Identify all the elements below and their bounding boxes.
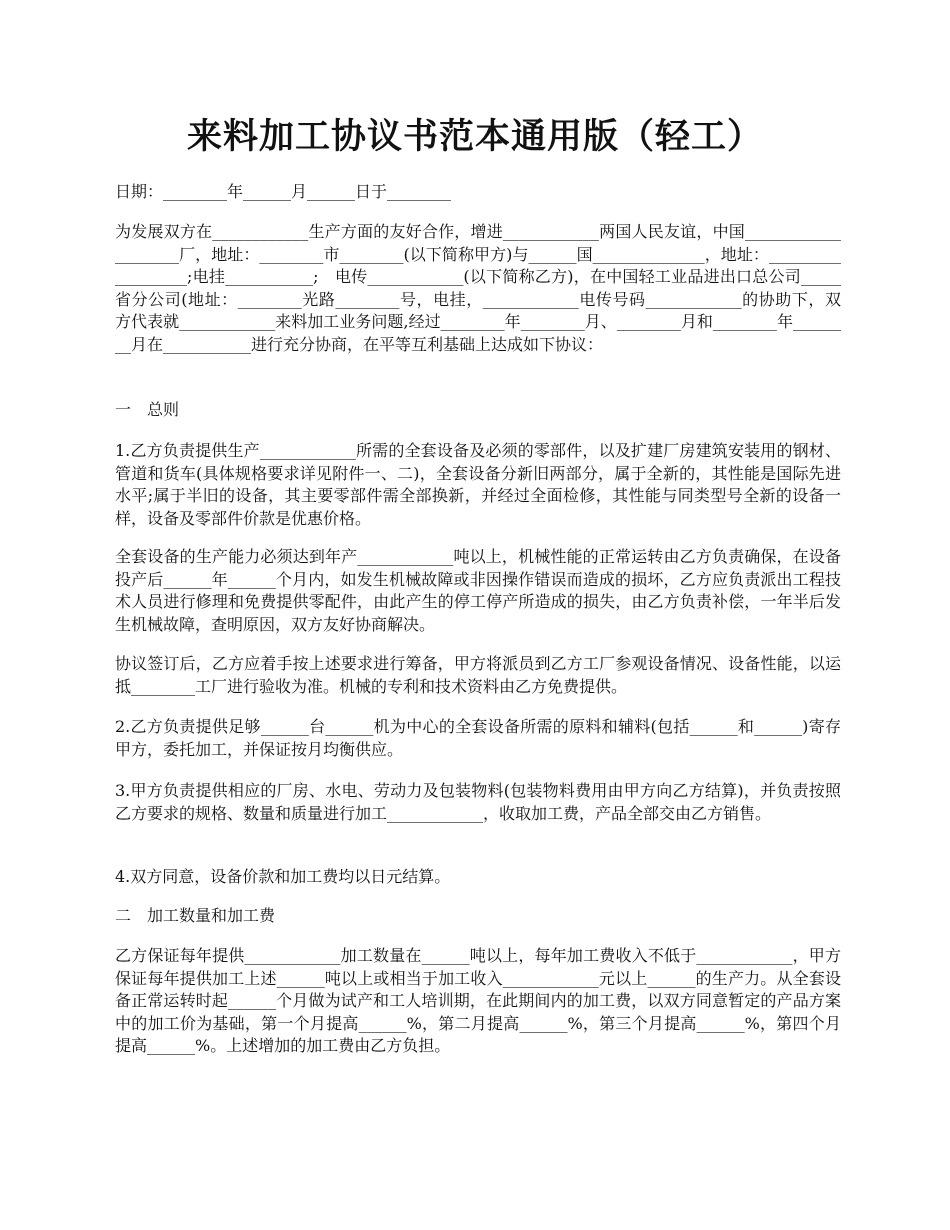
section-heading-quantity-fee: 二 加工数量和加工费 <box>115 906 276 925</box>
section-heading-general: 一 总则 <box>115 400 180 419</box>
clause-1-paragraph-2: 全套设备的生产能力必须达到年产____________吨以上，机械性能的正常运转由乙方负责确保，在设备投产后______年______个月内，如发生机械故障或非因操作错误而造成的损坏，乙方应负责派出工程技术人员进行修理和免费提供零配件，由此产生的停工停产所造成的损失，由乙方负责补偿，一年半后发生机械故障，查明原因，双方友好协商解决。 <box>115 547 841 634</box>
clause-1: 1.乙方负责提供生产____________所需的全套设备及必须的零部件，以及扩建厂房建筑安装用的钢材、管道和货车(具体规格要求详见附件一、二)，全套设备分新旧两部分，属于全新的，其性能是国际先进水平;属于半旧的设备，其主要零部件需全部换新，并经过全面检修，其性能与同类型号全新的设备一样，设备及零部件价款是优惠价格。 <box>115 441 841 528</box>
clause-2: 2.乙方负责提供足够______台______机为中心的全套设备所需的原料和辅料(包括______和______)寄存甲方，委托加工，并保证按月均衡供应。 <box>115 717 841 759</box>
document-title: 来料加工协议书范本通用版（轻工） <box>186 116 763 157</box>
clause-4: 4.双方同意，设备价款和加工费均以日元结算。 <box>115 867 451 886</box>
section-2-paragraph-1: 乙方保证每年提供____________加工数量在______吨以上，每年加工费收入不低于____________，甲方保证每年提供加工上述______吨以上或相当于加工收入____________元以上______的生产力。从全套设备正常运转时起______个月做为试产和工人培训期，在此期间内的加工费，以双方同意暂定的产品方案中的加工价为基础，第一个月提高______%，第二月提高______%，第三个月提高______%，第四个月提高______%。上述增加的加工费由乙方负担。 <box>115 946 841 1055</box>
intro-paragraph: 为发展双方在____________生产方面的友好合作，增进____________两国人民友谊，中国____________________厂，地址：________市________(以下简称甲方)与______国______________，地址：__________________;电挂___________; 电传____________(以下简称乙方)，在中国轻工业品进出口总公司_____省分公司(地址：________光路________号，电挂，____________电传号码____________的协助下，双方代表就____________来料加工业务问题,经过________年________月、________月和________年________月在___________进行充分协商，在平等互利基础上达成如下协议： <box>115 222 841 354</box>
clause-1-paragraph-3: 协议签订后，乙方应着手按上述要求进行筹备，甲方将派员到乙方工厂参观设备情况、设备性能，以运抵________工厂进行验收为准。机械的专利和技术资料由乙方免费提供。 <box>115 654 841 696</box>
date-line: 日期：________年______月______日于________ <box>115 182 452 201</box>
clause-3: 3.甲方负责提供相应的厂房、水电、劳动力及包装物料(包装物料费用由甲方向乙方结算)，并负责按照乙方要求的规格、数量和质量进行加工____________，收取加工费，产品全部交由乙方销售。 <box>115 781 841 823</box>
